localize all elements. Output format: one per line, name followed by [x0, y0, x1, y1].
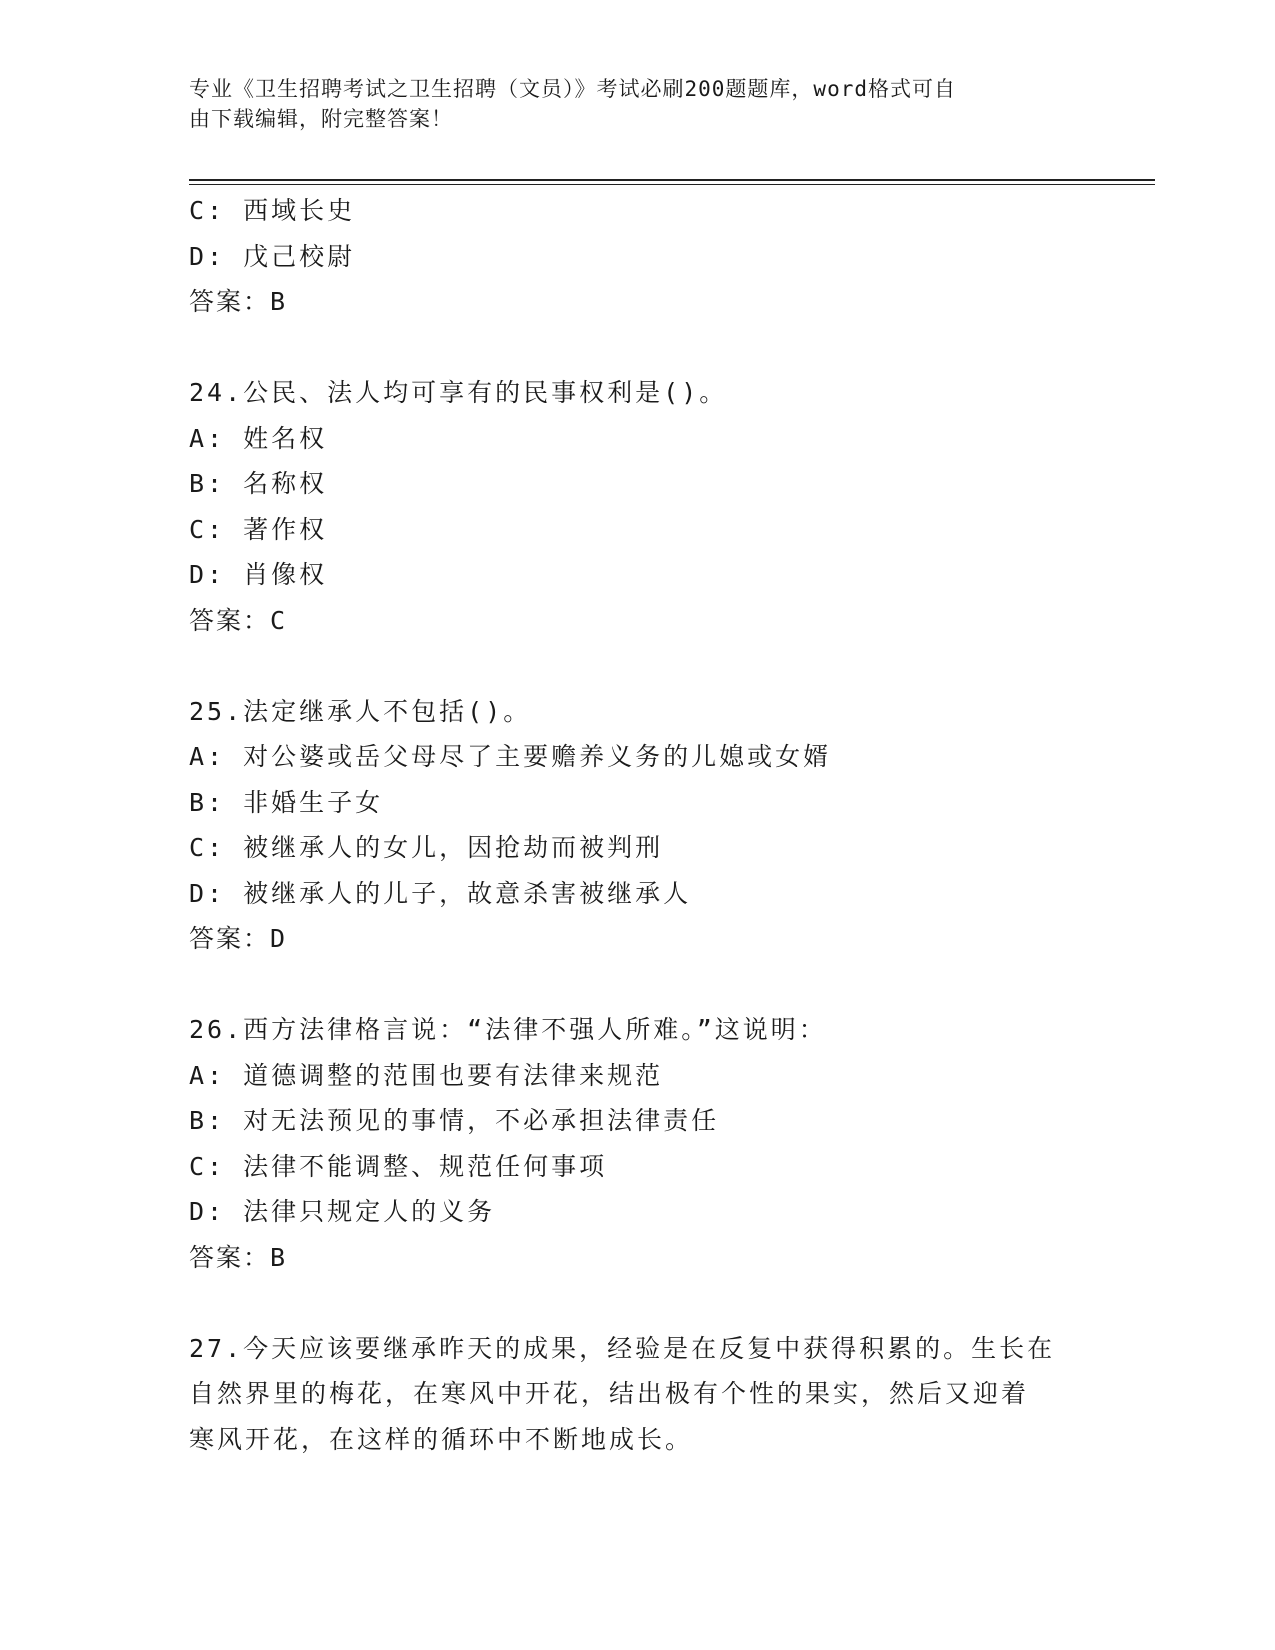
question-stem-line-2: 自然界里的梅花，在寒风中开花，结出极有个性的果实，然后又迎着 [189, 1379, 1030, 1408]
blank-line [189, 325, 1089, 371]
option-c: C: 西域长史 [189, 196, 356, 225]
question-stem: 24.公民、法人均可享有的民事权利是()。 [189, 378, 728, 407]
option-b: B: 非婚生子女 [189, 787, 384, 817]
option-b: B: 对无法预见的事情，不必承担法律责任 [189, 1106, 720, 1135]
question-stem-line-1: 27.今天应该要继承昨天的成果，经验是在反复中获得积累的。生长在 [189, 1333, 1056, 1363]
header-divider-thick [189, 179, 1155, 181]
question-stem: 26.西方法律格言说：“法律不强人所难。”这说明： [189, 1015, 827, 1044]
option-a: A: 姓名权 [189, 423, 328, 453]
option-c: C: 被继承人的女儿，因抢劫而被判刑 [189, 833, 664, 862]
answer-line: 答案：D [189, 924, 288, 953]
question-27 [189, 1326, 1089, 1463]
question-stem: 25.法定继承人不包括()。 [189, 696, 532, 726]
option-d: D: 戊己校尉 [189, 241, 356, 271]
blank-line [189, 643, 1089, 689]
answer-line: 答案：C [189, 605, 288, 635]
page-header [189, 74, 1069, 134]
question-26 [189, 1007, 1089, 1280]
answer-line: 答案：B [189, 1242, 288, 1272]
question-23-continuation [189, 188, 1089, 325]
header-title-line-1: 专业《卫生招聘考试之卫生招聘（文员）》考试必刷200题题库，word格式可自 [189, 77, 956, 101]
answer-line: 答案：B [189, 287, 288, 316]
blank-line [189, 962, 1089, 1008]
option-d: D: 法律只规定人的义务 [189, 1197, 496, 1226]
option-a: A: 道德调整的范围也要有法律来规范 [189, 1060, 664, 1090]
option-d: D: 被继承人的儿子，故意杀害被继承人 [189, 878, 692, 908]
option-a: A: 对公婆或岳父母尽了主要赡养义务的儿媳或女婿 [189, 742, 832, 771]
question-list [189, 188, 1089, 1462]
option-c: C: 著作权 [189, 514, 328, 544]
question-25 [189, 689, 1089, 962]
header-divider-thin [189, 184, 1155, 185]
option-d: D: 肖像权 [189, 560, 328, 589]
header-title-line-2: 由下载编辑，附完整答案！ [189, 107, 453, 131]
option-b: B: 名称权 [189, 469, 328, 498]
blank-line [189, 1280, 1089, 1326]
option-c: C: 法律不能调整、规范任何事项 [189, 1151, 608, 1181]
question-stem-line-3: 寒风开花，在这样的循环中不断地成长。 [189, 1424, 694, 1454]
question-24 [189, 370, 1089, 643]
